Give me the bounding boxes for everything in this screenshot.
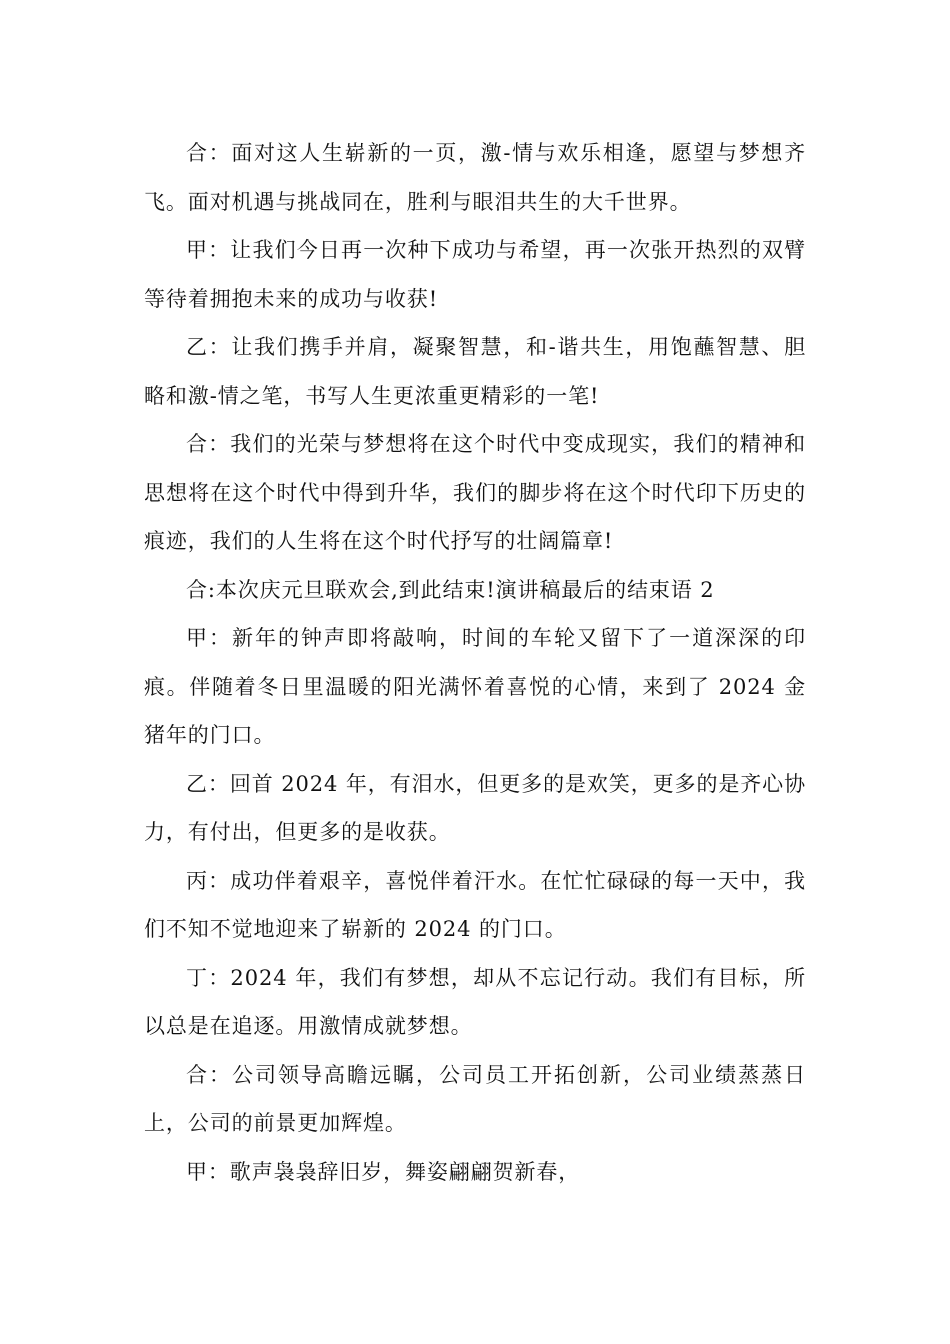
paragraph: 丁：2024 年，我们有梦想，却从不忘记行动。我们有目标，所以总是在追逐。用激情成就梦想。: [144, 965, 806, 1038]
paragraph: 甲：新年的钟声即将敲响，时间的车轮又留下了一道深深的印痕。伴随着冬日里温暖的阳光满怀着喜悦的心情，来到了 2024 金猪年的门口。: [144, 626, 806, 747]
paragraph: 合：面对这人生崭新的一页，激-情与欢乐相逢，愿望与梦想齐飞。面对机遇与挑战同在，胜利与眼泪共生的大千世界。: [144, 141, 806, 214]
paragraph: 甲：让我们今日再一次种下成功与希望，再一次张开热烈的双臂等待着拥抱未来的成功与收获!: [144, 238, 806, 311]
paragraph: 乙：让我们携手并肩，凝聚智慧，和-谐共生，用饱蘸智慧、胆略和激-情之笔，书写人生更浓重更精彩的一笔!: [144, 335, 806, 408]
paragraph: 合：我们的光荣与梦想将在这个时代中变成现实，我们的精神和思想将在这个时代中得到升华，我们的脚步将在这个时代印下历史的痕迹，我们的人生将在这个时代抒写的壮阔篇章!: [144, 432, 806, 553]
document-body: [144, 129, 806, 1196]
paragraph: 合：公司领导高瞻远瞩，公司员工开拓创新，公司业绩蒸蒸日上，公司的前景更加辉煌。: [144, 1062, 806, 1135]
paragraph: 甲：歌声袅袅辞旧岁，舞姿翩翩贺新春，: [186, 1159, 581, 1184]
paragraph: 合:本次庆元旦联欢会,到此结束!演讲稿最后的结束语 2: [186, 577, 715, 602]
paragraph: 乙：回首 2024 年，有泪水，但更多的是欢笑，更多的是齐心协力，有付出，但更多的是收获。: [144, 771, 806, 844]
paragraph: 丙：成功伴着艰辛，喜悦伴着汗水。在忙忙碌碌的每一天中，我们不知不觉地迎来了崭新的 2024 的门口。: [144, 868, 806, 941]
